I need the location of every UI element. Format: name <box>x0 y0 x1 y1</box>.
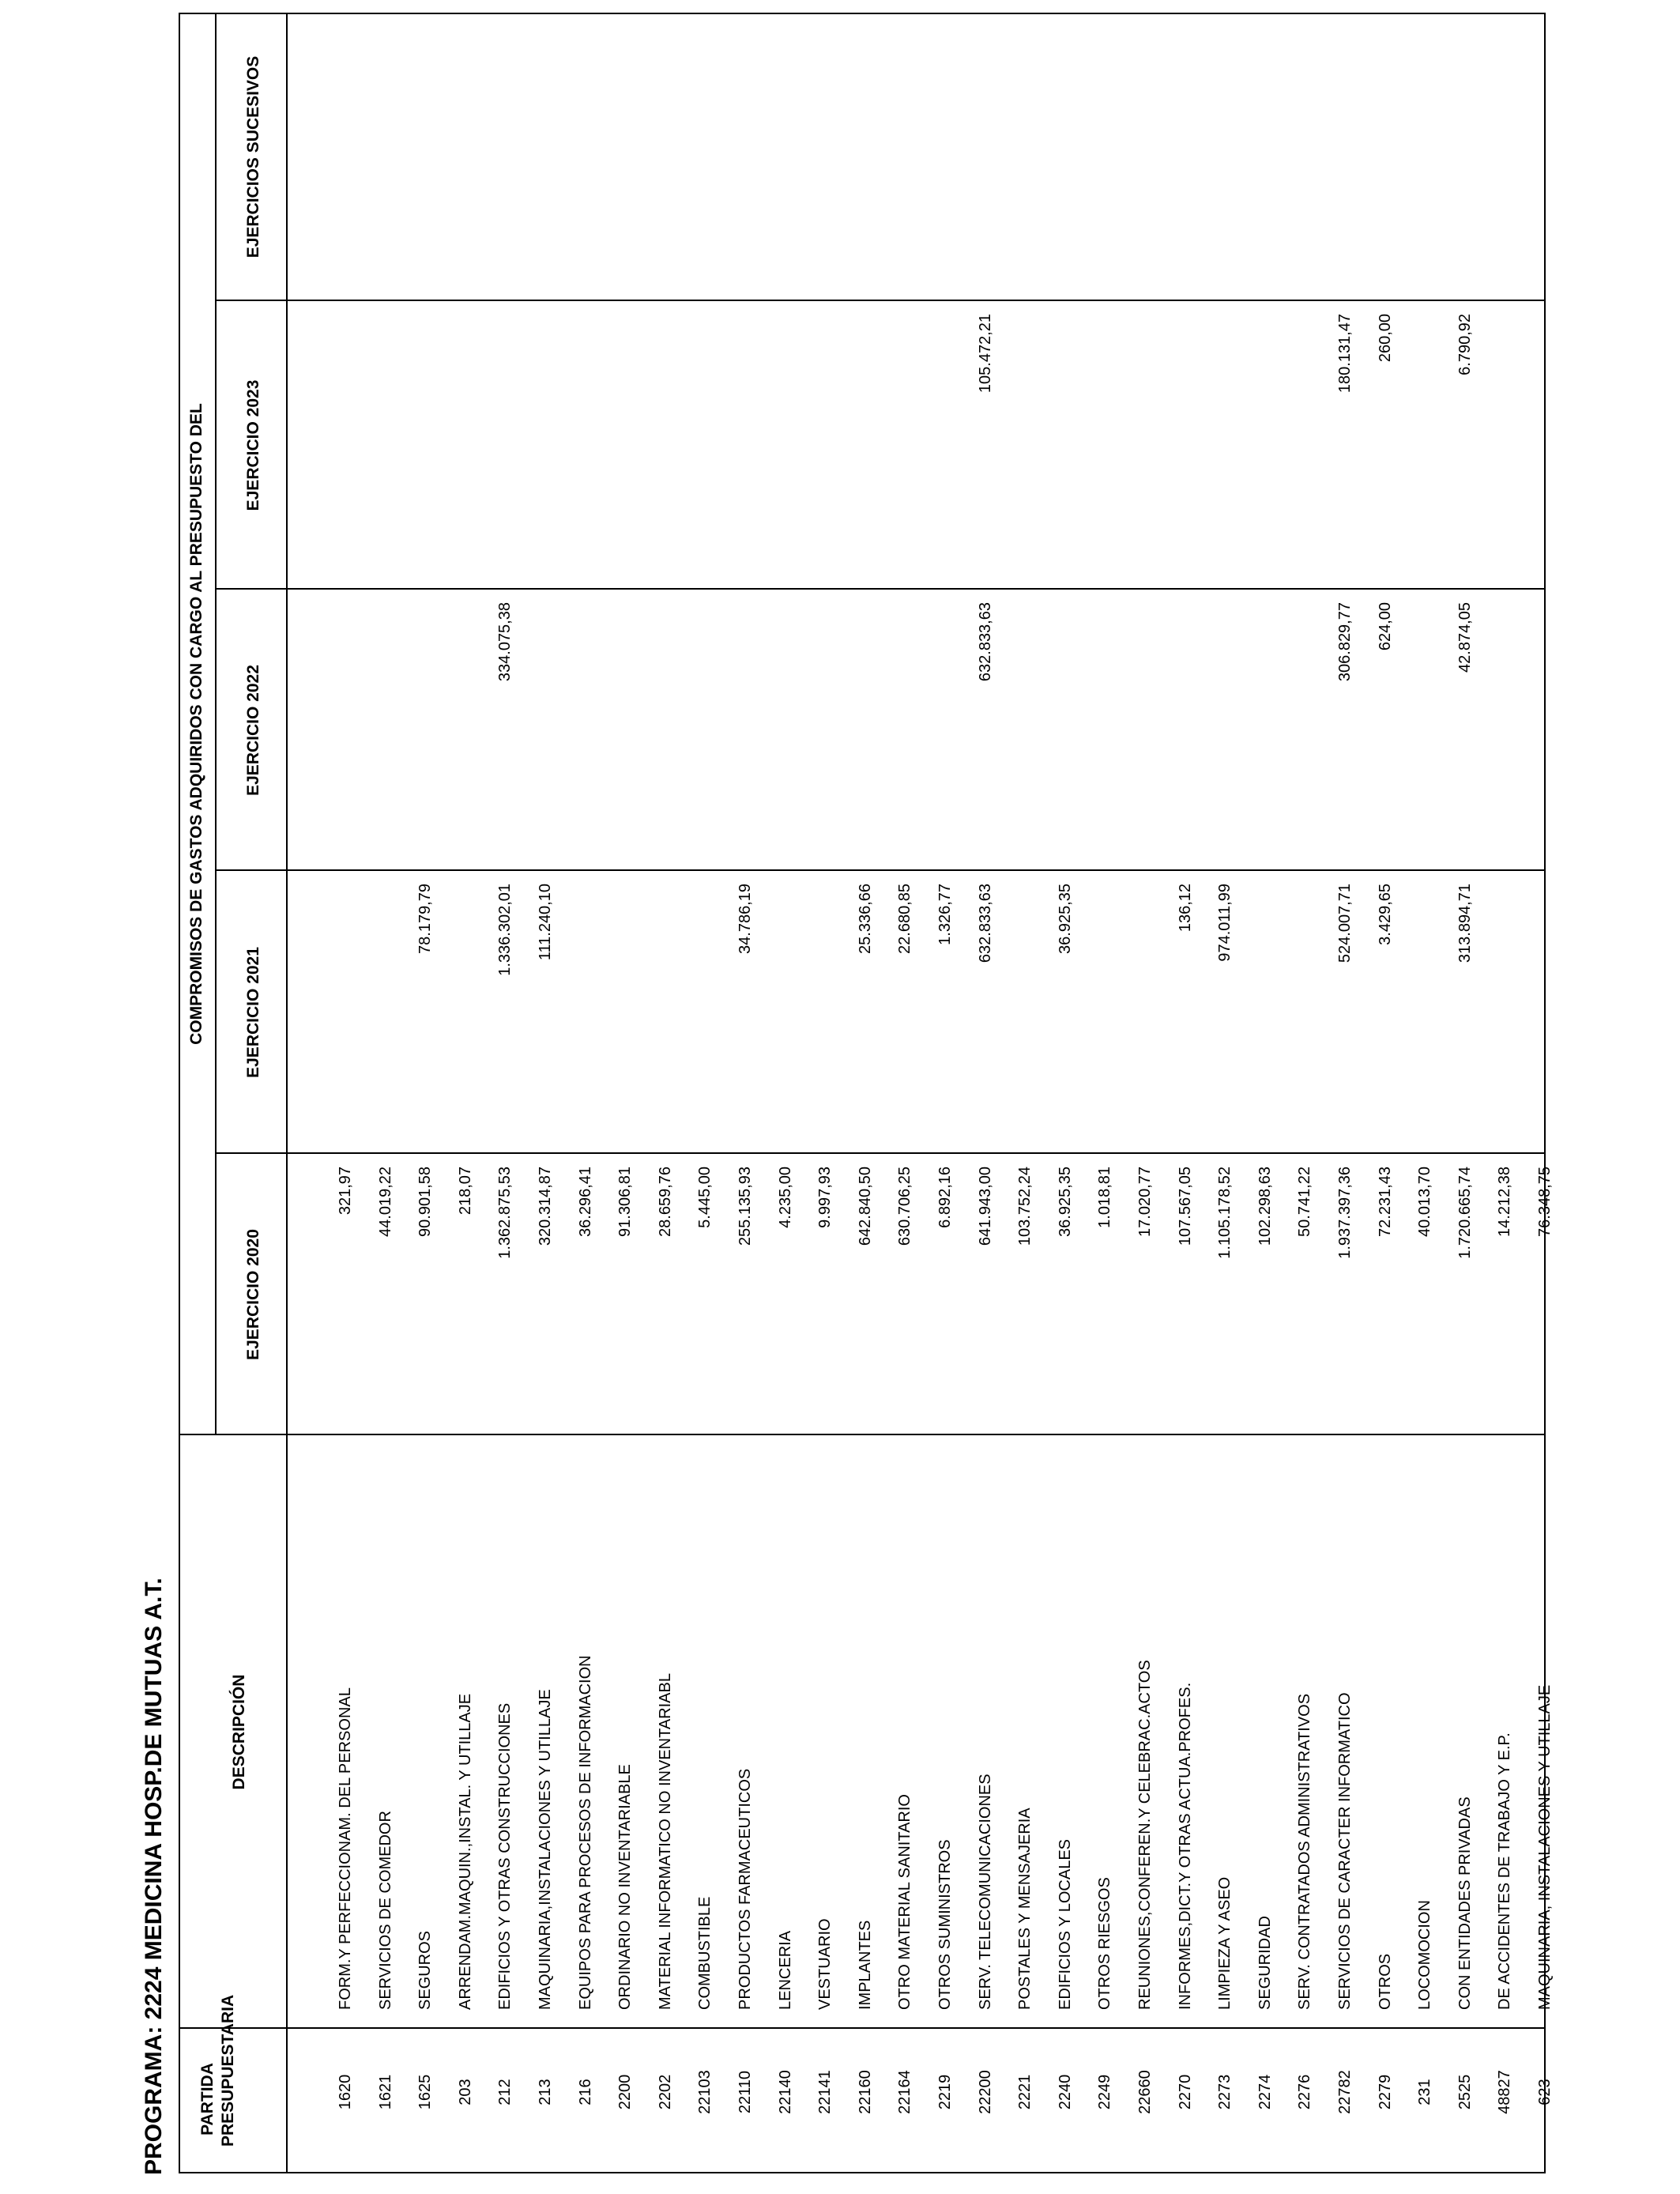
amount-2021-cell: 136,12 <box>1176 884 1194 933</box>
amount-2023-cell: 6.790,92 <box>1456 314 1474 375</box>
amount-2020-cell: 1.362.875,53 <box>496 1167 514 1259</box>
amount-2020-cell: 5.445,00 <box>696 1167 714 1228</box>
partida-cell: 22110 <box>736 2070 754 2114</box>
partida-cell: 231 <box>1416 2079 1434 2105</box>
description-cell: CON ENTIDADES PRIVADAS <box>1456 1796 1474 2010</box>
amount-2020-cell: 91.306,81 <box>616 1167 635 1237</box>
description-cell: VESTUARIO <box>816 1918 834 2010</box>
description-cell: EDIFICIOS Y LOCALES <box>1056 1838 1074 2010</box>
header-sucesivos: EJERCICIOS SUCESIVOS <box>244 55 262 258</box>
amount-2020-cell: 1.105.178,52 <box>1216 1167 1234 1259</box>
partida-cell: 22660 <box>1136 2070 1154 2114</box>
amount-2020-cell: 1.018,81 <box>1096 1167 1114 1228</box>
amount-2022-cell: 334.075,38 <box>496 602 514 682</box>
description-cell: MAQUINARIA, INSTALACIONES Y UTILLAJE <box>1536 1684 1554 2010</box>
description-cell: EDIFICIOS Y OTRAS CONSTRUCCIONES <box>496 1702 514 2010</box>
header-descripcion: DESCRIPCIÓN <box>230 1674 248 1790</box>
description-cell: DE ACCIDENTES DE TRABAJO Y E.P. <box>1496 1732 1514 2010</box>
partida-cell: 2219 <box>936 2074 954 2110</box>
description-cell: FORM.Y PERFECCIONAM. DEL PERSONAL <box>337 1687 354 2010</box>
description-cell: EQUIPOS PARA PROCESOS DE INFORMACION <box>576 1655 594 2010</box>
amount-2021-cell: 111.240,10 <box>537 884 554 961</box>
header-2021: EJERCICIO 2021 <box>244 947 262 1078</box>
amount-2020-cell: 103.752,24 <box>1016 1167 1034 1246</box>
description-cell: SERV. TELECOMUNICACIONES <box>976 1774 994 2010</box>
amount-2020-cell: 50.741,22 <box>1296 1167 1314 1237</box>
header-2022: EJERCICIO 2022 <box>244 665 262 796</box>
amount-2021-cell: 1.336.302,01 <box>496 884 514 976</box>
partida-cell: 2274 <box>1256 2074 1274 2110</box>
header-group: COMPROMISOS DE GASTOS ADQUIRIDOS CON CARGO AL PRESUPUESTO DEL <box>187 403 205 1045</box>
partida-cell: 2221 <box>1016 2074 1034 2110</box>
document-title: PROGRAMA: 2224 MEDICINA HOSP.DE MUTUAS A.T. <box>141 1578 167 2175</box>
description-cell: SERVICIOS DE CARACTER INFORMATICO <box>1336 1692 1354 2010</box>
partida-cell: 2270 <box>1176 2074 1194 2110</box>
partida-cell: 216 <box>576 2079 594 2105</box>
description-cell: MATERIAL INFORMATICO NO INVENTARIABL <box>656 1673 674 2010</box>
partida-cell: 2279 <box>1376 2074 1394 2110</box>
partida-cell: 2240 <box>1056 2074 1074 2110</box>
amount-2021-cell: 78.179,79 <box>416 884 435 954</box>
col-2023-rule <box>215 300 1546 301</box>
description-cell: SEGURIDAD <box>1256 1916 1274 2010</box>
partida-cell: 22140 <box>776 2070 794 2114</box>
amount-2020-cell: 14.212,38 <box>1496 1167 1514 1237</box>
amount-2020-cell: 17.020,77 <box>1136 1167 1154 1237</box>
partida-cell: 213 <box>537 2079 554 2105</box>
partida-cell: 1621 <box>376 2074 394 2110</box>
description-cell: ARRENDAM.MAQUIN.,INSTAL. Y UTILLAJE <box>456 1693 474 2010</box>
amount-2020-cell: 76.348,75 <box>1536 1167 1554 1237</box>
amount-2020-cell: 4.235,00 <box>776 1167 794 1228</box>
description-cell: SEGUROS <box>416 1930 435 2010</box>
header-partida: PARTIDA PRESUPUESTARIA <box>198 1994 237 2147</box>
description-cell: PRODUCTOS FARMACEUTICOS <box>736 1768 754 2010</box>
amount-2020-cell: 107.567,05 <box>1176 1167 1194 1246</box>
partida-cell: 2273 <box>1216 2074 1234 2110</box>
description-cell: OTRO MATERIAL SANITARIO <box>896 1794 914 2010</box>
amount-2020-cell: 44.019,22 <box>376 1167 394 1237</box>
partida-cell: 212 <box>496 2079 514 2105</box>
partida-cell: 22160 <box>856 2070 874 2114</box>
partida-cell: 1620 <box>337 2074 354 2110</box>
description-cell: OTROS SUMINISTROS <box>936 1839 954 2010</box>
amount-2020-cell: 6.892,16 <box>936 1167 954 1228</box>
amount-2020-cell: 36.925,35 <box>1056 1167 1074 1237</box>
amount-2021-cell: 974.011,99 <box>1216 884 1234 962</box>
amount-2020-cell: 9.997,93 <box>816 1167 834 1228</box>
description-cell: OTROS <box>1376 1953 1394 2010</box>
amount-2020-cell: 36.296,41 <box>576 1167 594 1237</box>
amount-2021-cell: 632.833,63 <box>976 884 994 963</box>
description-cell: SERV. CONTRATADOS ADMINISTRATIVOS <box>1296 1693 1314 2010</box>
amount-2021-cell: 34.786,19 <box>736 884 754 954</box>
partida-cell: 22141 <box>816 2070 834 2114</box>
amount-2022-cell: 624,00 <box>1376 602 1394 651</box>
amount-2021-cell: 22.680,85 <box>896 884 914 954</box>
amount-2020-cell: 321,97 <box>337 1167 354 1216</box>
description-cell: LENCERIA <box>776 1930 794 2010</box>
partida-cell: 48827 <box>1496 2070 1514 2114</box>
amount-2022-cell: 632.833,63 <box>976 602 994 682</box>
description-cell: POSTALES Y MENSAJERIA <box>1016 1808 1034 2010</box>
description-cell: IMPLANTES <box>856 1920 874 2010</box>
partida-cell: 22103 <box>696 2070 714 2114</box>
amount-2021-cell: 3.429,65 <box>1376 884 1394 945</box>
amount-2022-cell: 306.829,77 <box>1336 602 1354 682</box>
amount-2020-cell: 255.135,93 <box>736 1167 754 1246</box>
amount-2020-cell: 90.901,58 <box>416 1167 435 1237</box>
amount-2022-cell: 42.874,05 <box>1456 602 1474 673</box>
amount-2021-cell: 36.925,35 <box>1056 884 1074 954</box>
description-cell: INFORMES,DICT.Y OTRAS ACTUA.PROFES. <box>1176 1682 1194 2010</box>
header-2020: EJERCICIO 2020 <box>244 1229 262 1360</box>
header-2023: EJERCICIO 2023 <box>244 379 262 511</box>
partida-cell: 1625 <box>416 2074 435 2110</box>
description-cell: LOCOMOCION <box>1416 1900 1434 2010</box>
amount-2021-cell: 1.326,77 <box>936 884 954 945</box>
description-cell: MAQUINARIA,INSTALACIONES Y UTILLAJE <box>537 1689 554 2010</box>
amount-2023-cell: 105.472,21 <box>976 314 994 394</box>
amount-2023-cell: 260,00 <box>1376 314 1394 363</box>
amount-2020-cell: 40.013,70 <box>1416 1167 1434 1237</box>
header-bottom-rule <box>286 13 288 2173</box>
amount-2020-cell: 1.937.397,36 <box>1336 1167 1354 1259</box>
partida-cell: 2249 <box>1096 2074 1114 2110</box>
amount-2020-cell: 102.298,63 <box>1256 1167 1274 1246</box>
amount-2021-cell: 313.894,71 <box>1456 884 1474 963</box>
amount-2021-cell: 524.007,71 <box>1336 884 1354 963</box>
partida-cell: 22782 <box>1336 2070 1354 2114</box>
description-cell: SERVICIOS DE COMEDOR <box>376 1811 394 2010</box>
description-cell: REUNIONES,CONFEREN.Y CELEBRAC.ACTOS <box>1136 1660 1154 2010</box>
amount-2020-cell: 642.840,50 <box>856 1167 874 1246</box>
partida-cell: 203 <box>456 2079 474 2105</box>
amount-2020-cell: 28.659,76 <box>656 1167 674 1237</box>
partida-cell: 2202 <box>656 2074 674 2110</box>
amount-2023-cell: 180.131,47 <box>1336 314 1354 394</box>
description-cell: ORDINARIO NO INVENTARIABLE <box>616 1764 635 2010</box>
partida-cell: 22164 <box>896 2070 914 2114</box>
partida-cell: 22200 <box>976 2070 994 2114</box>
description-cell: LIMPIEZA Y ASEO <box>1216 1876 1234 2010</box>
description-cell: COMBUSTIBLE <box>696 1896 714 2010</box>
amount-2020-cell: 218,07 <box>456 1167 474 1216</box>
partida-cell: 2200 <box>616 2074 635 2110</box>
amount-2020-cell: 630.706,25 <box>896 1167 914 1246</box>
partida-cell: 2525 <box>1456 2074 1474 2110</box>
amount-2020-cell: 641.943,00 <box>976 1167 994 1246</box>
partida-cell: 623 <box>1536 2079 1554 2105</box>
amount-2020-cell: 1.720.665,74 <box>1456 1167 1474 1259</box>
description-cell: OTROS RIESGOS <box>1096 1877 1114 2010</box>
amount-2020-cell: 72.231,43 <box>1376 1167 1394 1237</box>
amount-2021-cell: 25.336,66 <box>856 884 874 954</box>
amount-2020-cell: 320.314,87 <box>537 1167 554 1246</box>
group-header-rule <box>215 13 217 1435</box>
partida-cell: 2276 <box>1296 2074 1314 2110</box>
